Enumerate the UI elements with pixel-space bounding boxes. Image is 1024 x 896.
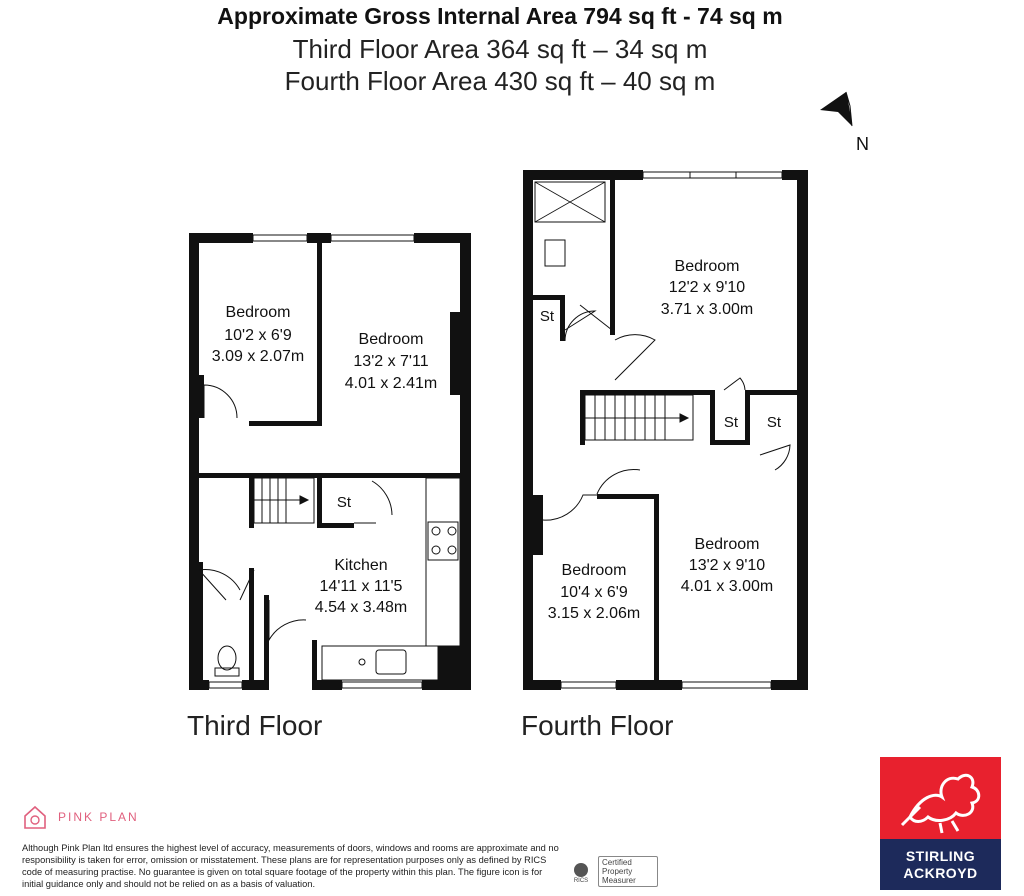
- stirling-ackroyd-logo: [880, 757, 1001, 890]
- house-logo-icon: [22, 804, 48, 830]
- third-floor-area: Third Floor Area 364 sq ft – 34 sq m: [292, 34, 708, 64]
- fourth-bedroom-bl: [548, 562, 641, 622]
- third-store: St: [336, 494, 352, 511]
- svg-text:14'11 x 11'5: 14'11 x 11'5: [319, 578, 403, 595]
- fourth-store-1: St: [539, 308, 555, 325]
- third-floor-label: Third Floor: [187, 710, 323, 741]
- fourth-floor-area: Fourth Floor Area 430 sq ft – 40 sq m: [284, 66, 716, 96]
- svg-text:12'2 x 9'10: 12'2 x 9'10: [668, 279, 746, 296]
- svg-text:3.71 x 3.00m: 3.71 x 3.00m: [660, 301, 754, 318]
- rics-badge: [570, 856, 658, 887]
- svg-text:13'2 x 7'11: 13'2 x 7'11: [353, 353, 429, 370]
- third-bedroom-right: [345, 331, 438, 392]
- svg-text:13'2 x 9'10: 13'2 x 9'10: [688, 557, 766, 574]
- fourth-bedroom-top: [661, 258, 754, 318]
- agent-name-line1: STIRLING: [905, 847, 976, 864]
- svg-text:Kitchen: Kitchen: [334, 557, 388, 574]
- fourth-bedroom-br: [681, 536, 774, 595]
- svg-text:4.01 x 3.00m: 4.01 x 3.00m: [680, 578, 774, 595]
- third-bedroom-left: [212, 304, 305, 365]
- disclaimer-text: Although Pink Plan ltd ensures the highest level of accuracy, measurements of doors, windows and rooms are approximate and no responsibility is taken for error, omission or misstatement. These plans are for representation purposes only as defined by RICS code of measuring practise. No guarantee is given on total square footage of the property within this plan. The figure icon is for initial guidance only and should not be relied on as a basis of valuation.: [22, 843, 559, 889]
- page-title: Approximate Gross Internal Area 794 sq ft - 74 sq m: [217, 3, 783, 29]
- svg-text:Bedroom: Bedroom: [674, 258, 740, 275]
- svg-text:Bedroom: Bedroom: [561, 562, 627, 579]
- pink-plan-name: PINK PLAN: [58, 810, 139, 824]
- third-kitchen: [315, 557, 408, 616]
- svg-text:Bedroom: Bedroom: [225, 304, 291, 321]
- compass-label: N: [856, 134, 869, 154]
- agent-name-line2: ACKROYD: [903, 864, 978, 881]
- rics-cert-text: Certified Property Measurer: [598, 856, 658, 887]
- rics-logo-icon: [570, 861, 592, 883]
- fourth-store-3: St: [766, 414, 782, 431]
- svg-text:RICS: RICS: [573, 877, 589, 883]
- fourth-floor-label: Fourth Floor: [521, 710, 674, 741]
- north-arrow-icon: [820, 92, 852, 126]
- griffin-icon: [880, 757, 1001, 839]
- svg-text:3.15 x 2.06m: 3.15 x 2.06m: [547, 605, 641, 622]
- svg-text:10'4 x 6'9: 10'4 x 6'9: [560, 584, 628, 601]
- svg-text:Bedroom: Bedroom: [694, 536, 760, 553]
- svg-text:4.54 x 3.48m: 4.54 x 3.48m: [314, 599, 408, 616]
- svg-text:10'2 x 6'9: 10'2 x 6'9: [224, 327, 292, 344]
- svg-text:3.09 x 2.07m: 3.09 x 2.07m: [211, 348, 305, 365]
- third-floor-plan: [189, 233, 471, 690]
- svg-text:4.01 x 2.41m: 4.01 x 2.41m: [344, 375, 438, 392]
- fourth-store-2: St: [723, 414, 739, 431]
- svg-text:Bedroom: Bedroom: [358, 331, 424, 348]
- pink-plan-brand: [22, 804, 139, 830]
